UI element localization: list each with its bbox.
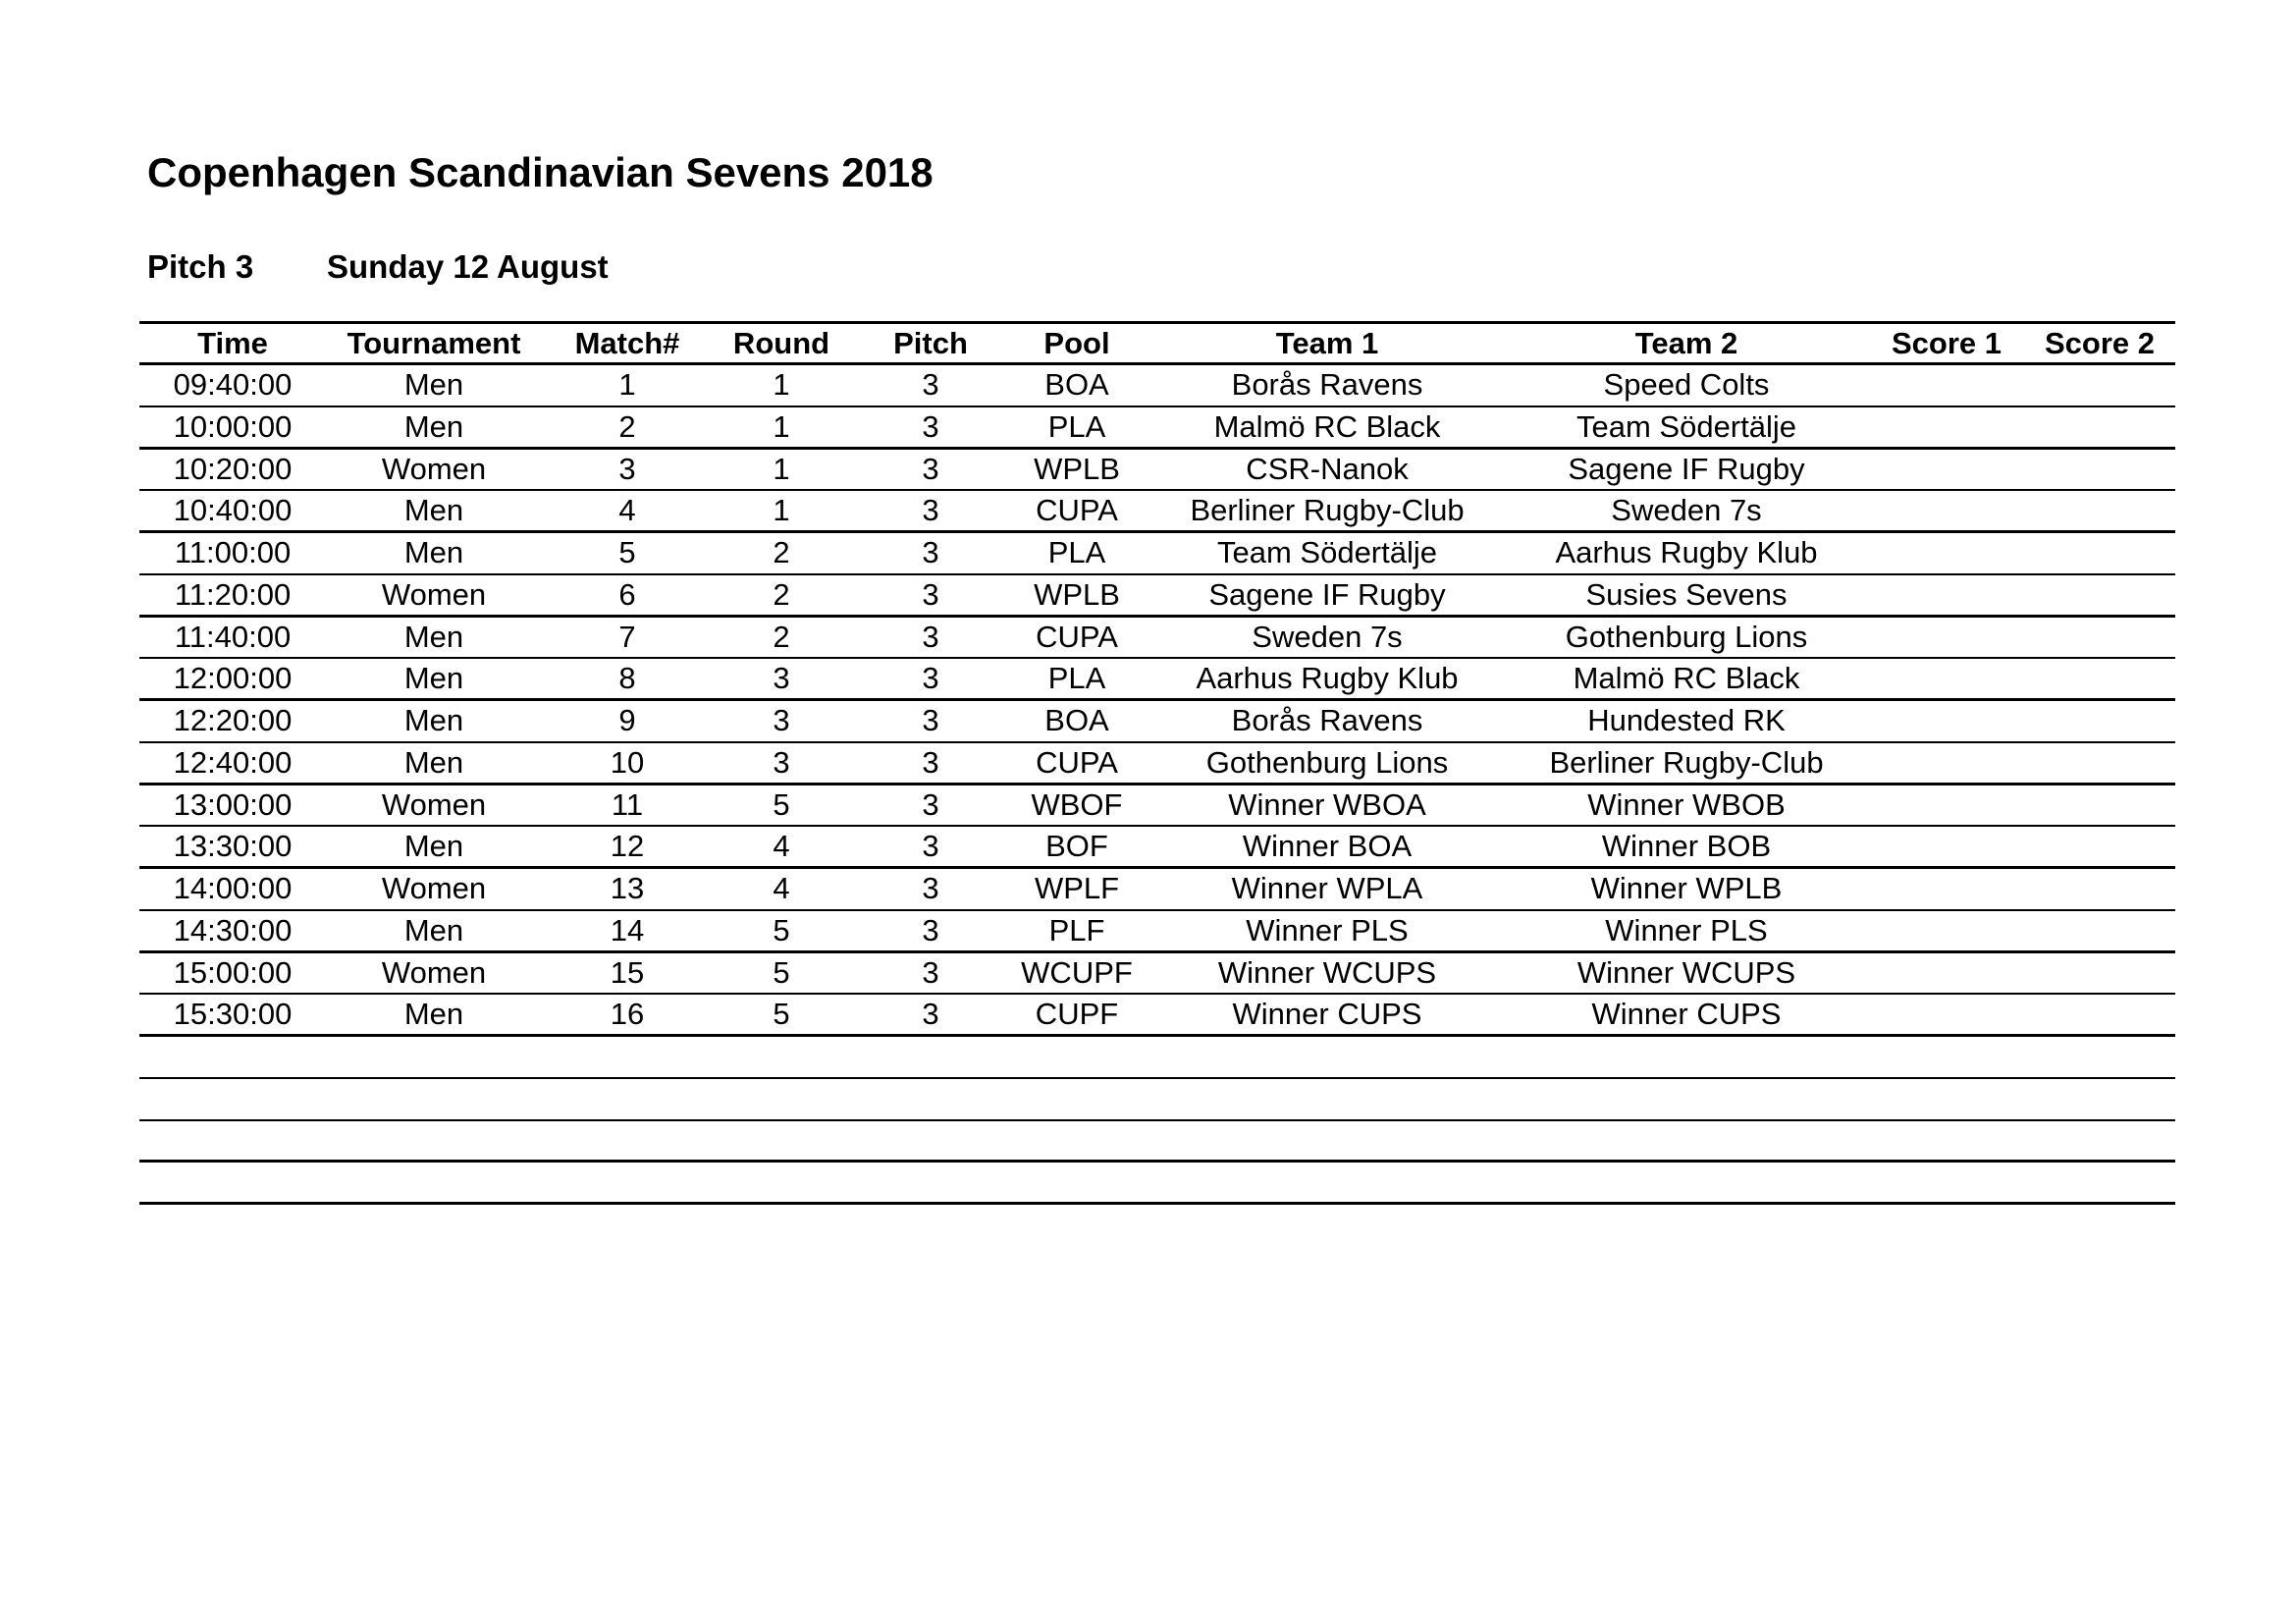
cell-pool: BOA (1044, 703, 1109, 738)
cell-pitch: 3 (922, 703, 939, 738)
cell-team2: Berliner Rugby-Club (1549, 744, 1824, 780)
cell-match: 5 (618, 535, 636, 570)
cell-team2: Speed Colts (1603, 367, 1770, 403)
header-round: Round (732, 325, 830, 360)
cell-time: 10:20:00 (173, 451, 293, 486)
cell-pitch: 3 (922, 786, 939, 822)
table-row (139, 785, 2175, 828)
cell-tournament: Men (403, 703, 464, 738)
table-row (139, 575, 2175, 618)
cell-pitch: 3 (922, 829, 939, 864)
table-row (139, 1079, 2175, 1121)
cell-time: 15:30:00 (173, 997, 293, 1032)
cell-pool: BOF (1045, 829, 1108, 864)
cell-pitch: 3 (922, 744, 939, 780)
cell-match: 6 (618, 576, 636, 612)
table-row (139, 365, 2175, 407)
cell-team1: Borås Ravens (1231, 703, 1423, 738)
cell-round: 1 (773, 408, 790, 444)
cell-tournament: Men (403, 408, 464, 444)
cell-time: 10:40:00 (173, 493, 293, 528)
cell-match: 10 (610, 744, 645, 780)
table-row (139, 995, 2175, 1037)
cell-time: 12:20:00 (173, 703, 293, 738)
cell-pitch: 3 (922, 912, 939, 947)
cell-tournament: Men (403, 367, 464, 403)
cell-time: 15:00:00 (173, 954, 293, 990)
cell-time: 13:00:00 (173, 786, 293, 822)
table-body (139, 365, 2175, 1205)
cell-pool: PLA (1047, 408, 1106, 444)
cell-pool: BOA (1044, 367, 1109, 403)
cell-pool: WBOF (1031, 786, 1123, 822)
cell-team1: Winner WCUPS (1217, 954, 1437, 990)
cell-round: 5 (773, 954, 790, 990)
cell-team1: Gothenburg Lions (1205, 744, 1449, 780)
header-score2: Score 2 (2044, 325, 2156, 360)
cell-round: 3 (773, 661, 790, 696)
cell-round: 5 (773, 997, 790, 1032)
cell-team1: Sagene IF Rugby (1208, 576, 1446, 612)
cell-team2: Winner WCUPS (1576, 954, 1796, 990)
cell-pool: CUPA (1036, 744, 1118, 780)
cell-team2: Winner CUPS (1591, 997, 1782, 1032)
cell-match: 2 (618, 408, 636, 444)
cell-tournament: Men (403, 619, 464, 654)
cell-team1: Malmö RC Black (1213, 408, 1441, 444)
cell-team1: Winner BOA (1242, 829, 1413, 864)
cell-pool: WCUPF (1021, 954, 1133, 990)
cell-time: 12:00:00 (173, 661, 293, 696)
table-row (139, 701, 2175, 743)
cell-pitch: 3 (922, 661, 939, 696)
cell-tournament: Women (381, 954, 487, 990)
cell-match: 14 (610, 912, 645, 947)
cell-team1: Sweden 7s (1252, 619, 1403, 654)
table-row (139, 618, 2175, 660)
cell-time: 13:30:00 (173, 829, 293, 864)
cell-team2: Winner PLS (1605, 912, 1768, 947)
cell-time: 11:00:00 (174, 535, 292, 570)
table-row (139, 869, 2175, 911)
cell-match: 13 (610, 871, 645, 906)
table-row (139, 827, 2175, 869)
cell-team1: Winner PLS (1246, 912, 1409, 947)
cell-tournament: Women (381, 786, 487, 822)
table-row (139, 450, 2175, 492)
cell-time: 14:30:00 (173, 912, 293, 947)
cell-match: 4 (618, 493, 636, 528)
header-score1: Score 1 (1891, 325, 2002, 360)
cell-pool: CUPA (1036, 619, 1118, 654)
cell-team1: Winner WPLA (1231, 871, 1423, 906)
cell-pitch: 3 (922, 576, 939, 612)
cell-match: 15 (610, 954, 645, 990)
document-title: Copenhagen Scandinavian Sevens 2018 (147, 149, 934, 195)
cell-tournament: Men (403, 997, 464, 1032)
cell-match: 16 (610, 997, 645, 1032)
table-row (139, 1037, 2175, 1079)
date-label: Sunday 12 August (327, 248, 609, 285)
cell-pool: PLA (1047, 535, 1106, 570)
cell-tournament: Women (381, 576, 487, 612)
cell-round: 2 (773, 576, 790, 612)
cell-pool: PLA (1047, 661, 1106, 696)
cell-team2: Winner WPLB (1590, 871, 1783, 906)
table-row (139, 1163, 2175, 1205)
header-pitch: Pitch (893, 325, 968, 360)
cell-round: 3 (773, 703, 790, 738)
cell-time: 09:40:00 (173, 367, 293, 403)
cell-team2: Hundested RK (1587, 703, 1786, 738)
cell-team1: Team Södertälje (1216, 535, 1438, 570)
cell-match: 3 (618, 451, 636, 486)
cell-team2: Winner WBOB (1587, 786, 1786, 822)
cell-team2: Aarhus Rugby Klub (1555, 535, 1818, 570)
cell-tournament: Women (381, 451, 487, 486)
cell-team1: Berliner Rugby-Club (1190, 493, 1465, 528)
cell-team1: Borås Ravens (1231, 367, 1423, 403)
cell-pitch: 3 (922, 535, 939, 570)
cell-pitch: 3 (922, 619, 939, 654)
table-row (139, 953, 2175, 996)
header-time: Time (197, 325, 268, 360)
cell-round: 2 (773, 535, 790, 570)
cell-time: 11:20:00 (174, 576, 292, 612)
table-header-row (139, 321, 2175, 365)
cell-pitch: 3 (922, 871, 939, 906)
header-match: Match# (574, 325, 680, 360)
header-pool: Pool (1043, 325, 1110, 360)
cell-tournament: Men (403, 535, 464, 570)
table-row (139, 659, 2175, 701)
cell-match: 12 (610, 829, 645, 864)
cell-round: 5 (773, 786, 790, 822)
cell-round: 4 (773, 829, 790, 864)
cell-round: 4 (773, 871, 790, 906)
cell-tournament: Men (403, 661, 464, 696)
cell-pool: PLF (1048, 912, 1105, 947)
cell-pitch: 3 (922, 493, 939, 528)
cell-team1: Winner CUPS (1232, 997, 1422, 1032)
table-row (139, 407, 2175, 450)
table-row (139, 1121, 2175, 1164)
cell-team2: Gothenburg Lions (1565, 619, 1808, 654)
header-tournament: Tournament (347, 325, 521, 360)
cell-match: 8 (618, 661, 636, 696)
cell-round: 1 (773, 367, 790, 403)
schedule-table (139, 321, 2175, 1205)
cell-round: 1 (773, 493, 790, 528)
cell-team2: Winner BOB (1601, 829, 1772, 864)
cell-tournament: Men (403, 744, 464, 780)
cell-pitch: 3 (922, 408, 939, 444)
cell-team1: Winner WBOA (1228, 786, 1426, 822)
header-team1: Team 1 (1275, 325, 1379, 360)
cell-team2: Malmö RC Black (1573, 661, 1800, 696)
cell-team2: Susies Sevens (1585, 576, 1788, 612)
cell-pool: CUPF (1035, 997, 1119, 1032)
cell-round: 3 (773, 744, 790, 780)
cell-time: 10:00:00 (173, 408, 293, 444)
cell-tournament: Men (403, 912, 464, 947)
cell-tournament: Men (403, 829, 464, 864)
cell-time: 14:00:00 (173, 871, 293, 906)
cell-tournament: Men (403, 493, 464, 528)
cell-match: 11 (611, 786, 644, 822)
cell-team2: Sweden 7s (1611, 493, 1762, 528)
cell-pitch: 3 (922, 954, 939, 990)
pitch-label: Pitch 3 (147, 248, 254, 285)
table-row (139, 491, 2175, 533)
cell-match: 1 (618, 367, 636, 403)
cell-match: 9 (618, 703, 636, 738)
cell-tournament: Women (381, 871, 487, 906)
table-row (139, 743, 2175, 785)
cell-team1: Aarhus Rugby Klub (1196, 661, 1459, 696)
cell-team1: CSR-Nanok (1246, 451, 1409, 486)
header-team2: Team 2 (1634, 325, 1738, 360)
cell-team2: Team Södertälje (1575, 408, 1797, 444)
table-row (139, 533, 2175, 575)
cell-round: 5 (773, 912, 790, 947)
cell-pool: WPLB (1034, 576, 1120, 612)
cell-time: 11:40:00 (174, 619, 292, 654)
cell-time: 12:40:00 (173, 744, 293, 780)
table-row (139, 911, 2175, 953)
cell-round: 1 (773, 451, 790, 486)
cell-match: 7 (618, 619, 636, 654)
cell-pool: CUPA (1036, 493, 1118, 528)
cell-round: 2 (773, 619, 790, 654)
cell-pitch: 3 (922, 451, 939, 486)
cell-pool: WPLF (1034, 871, 1120, 906)
cell-team2: Sagene IF Rugby (1568, 451, 1805, 486)
cell-pool: WPLB (1034, 451, 1120, 486)
cell-pitch: 3 (922, 367, 939, 403)
cell-pitch: 3 (922, 997, 939, 1032)
